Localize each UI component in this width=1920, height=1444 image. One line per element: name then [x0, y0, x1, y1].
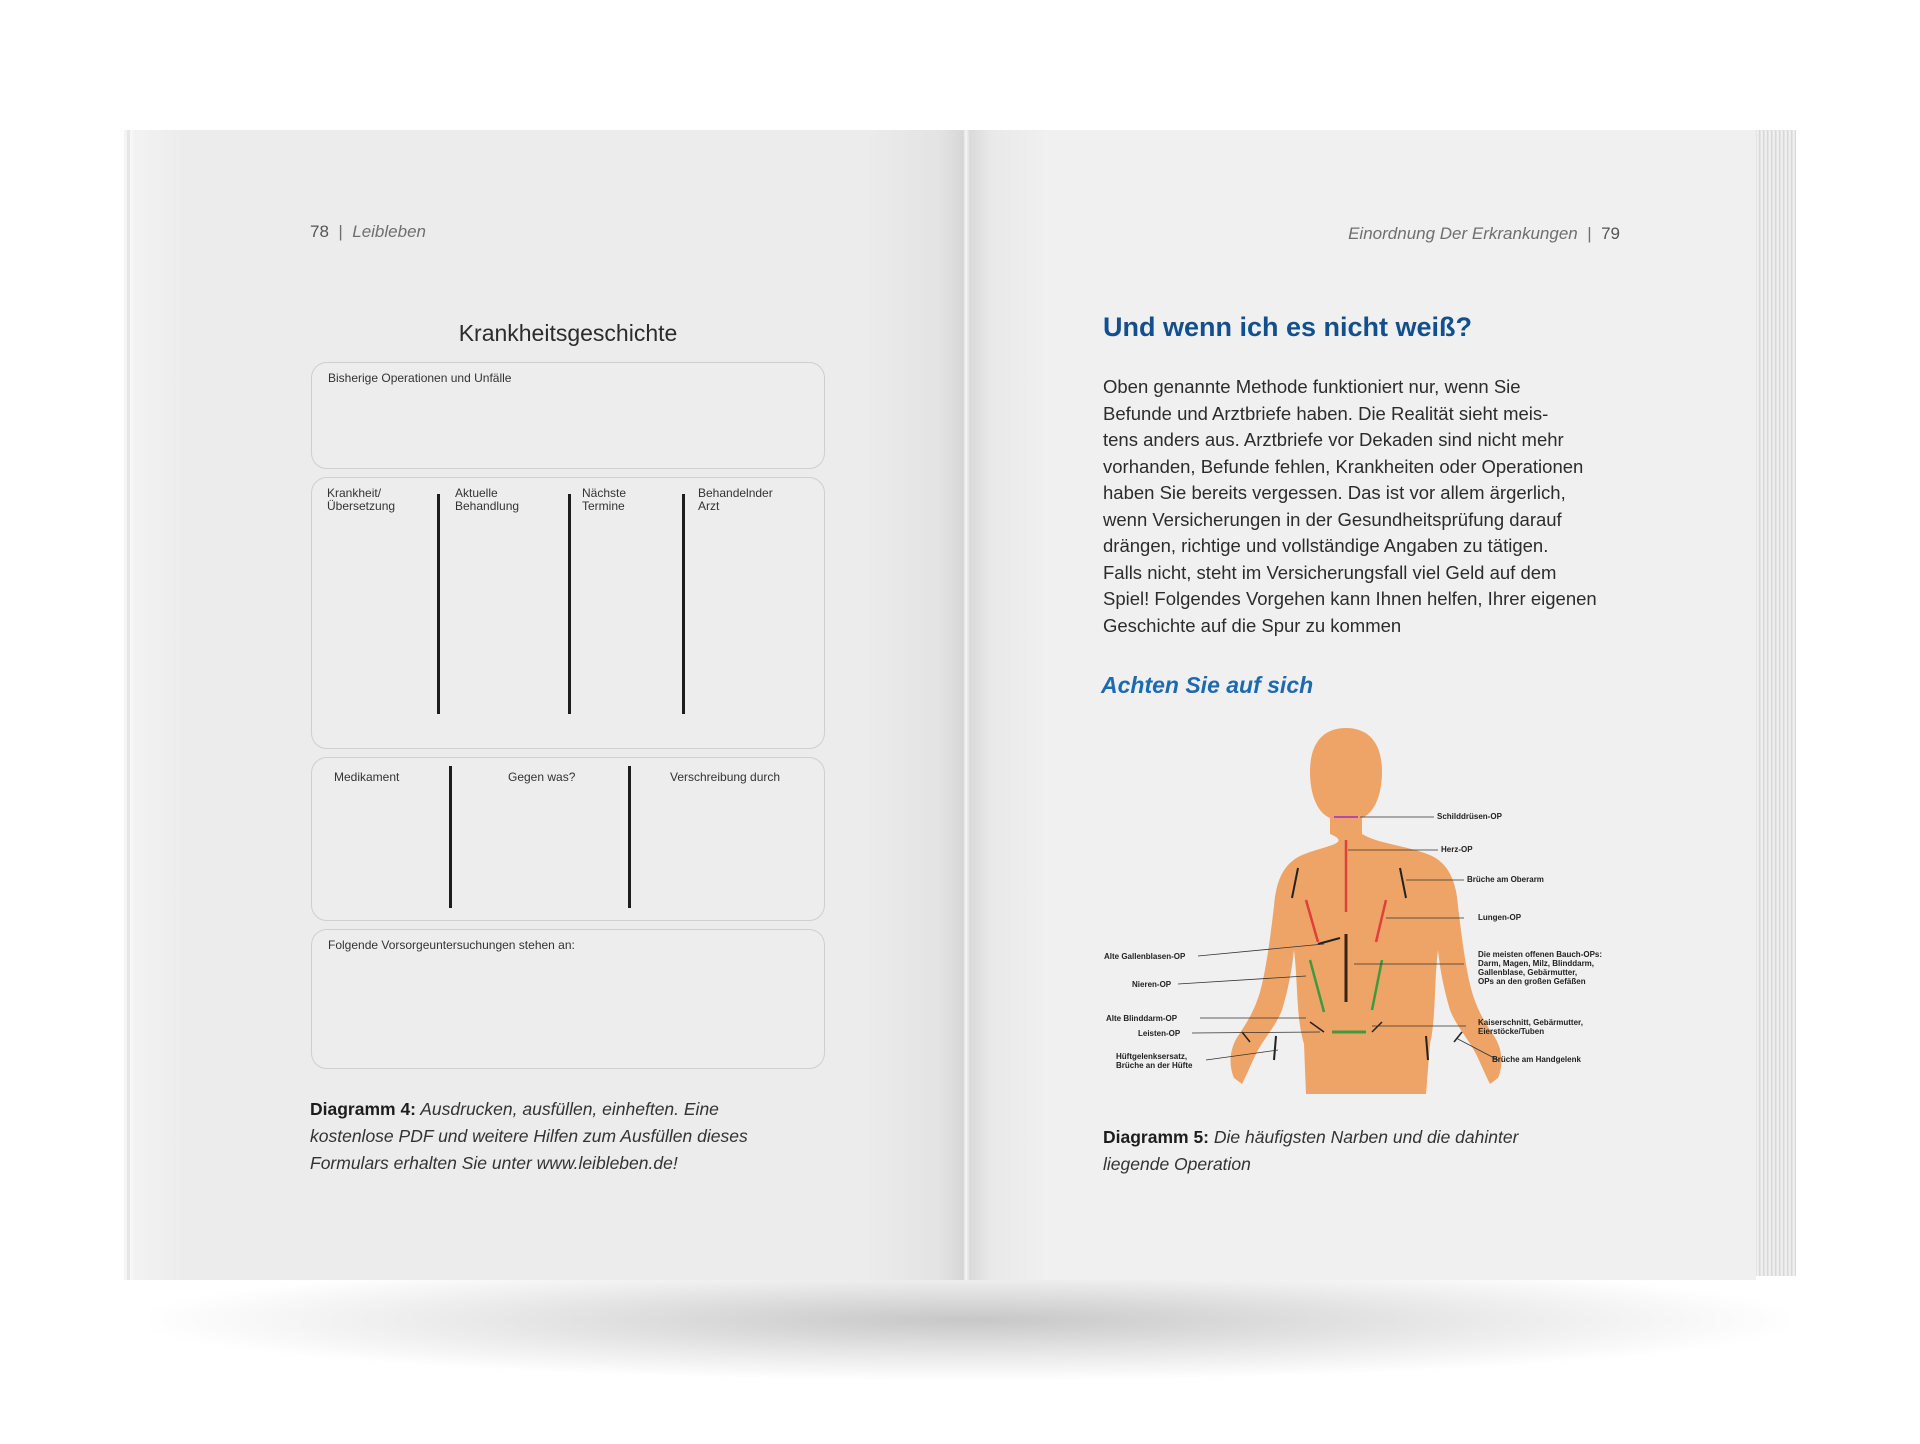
column-divider [449, 766, 452, 908]
column-appointments [582, 487, 626, 513]
right-separator: | [1587, 224, 1592, 243]
label-heart: Herz-OP [1441, 845, 1473, 854]
column-against-what: Gegen was? [508, 770, 576, 784]
label-kidney: Nieren-OP [1132, 980, 1172, 989]
body-line: tens anders aus. Arztbriefe vor Dekaden sind nicht mehr [1103, 429, 1564, 450]
caption-line: liegende Operation [1103, 1154, 1251, 1174]
column-divider [628, 766, 631, 908]
label-hip [1116, 1052, 1192, 1070]
label-abdominal-line: OPs an den großen Gefäßen [1478, 977, 1586, 986]
label-abdominal-line: Darm, Magen, Milz, Blinddarm, [1478, 959, 1595, 968]
left-separator: | [338, 222, 343, 241]
body-line: Spiel! Folgendes Vorgehen kann Ihnen helfen, Ihrer eigenen [1103, 588, 1597, 609]
book-gutter [962, 130, 970, 1280]
body-line: drängen, richtige und vollständige Angaben zu tätigen. [1103, 535, 1549, 556]
caption-bold: Diagramm 5: [1103, 1127, 1210, 1147]
label-abdominal [1478, 950, 1602, 986]
column-medication: Medikament [334, 770, 400, 784]
body-line: wenn Versicherungen in der Gesundheitsprüfung darauf [1103, 508, 1562, 530]
form-box-diseases [311, 477, 825, 749]
column-disease-line1: Krankheit/ [327, 486, 382, 500]
column-doctor-line1: Behandelnder [698, 486, 773, 500]
form-box-operations [311, 362, 825, 469]
scar-diagram [1104, 720, 1610, 1100]
column-divider [437, 494, 440, 714]
label-thyroid: Schilddrüsen-OP [1437, 812, 1502, 821]
column-disease [327, 487, 395, 513]
subheading: Achten Sie auf sich [1101, 672, 1314, 698]
right-page [968, 130, 1756, 1280]
column-prescribed-by: Verschreibung durch [670, 770, 781, 784]
column-doctor-line2: Arzt [698, 499, 720, 513]
body-line: Befunde und Arztbriefe haben. Die Realität sieht meis- [1103, 402, 1549, 424]
label-wrist: Brüche am Handgelenk [1492, 1055, 1581, 1064]
body-line: Geschichte auf die Spur zu kommen [1103, 614, 1402, 636]
label-lung: Lungen-OP [1478, 913, 1522, 922]
column-appointments-line1: Nächste [582, 486, 627, 500]
diagram-5-caption [1103, 1124, 1623, 1178]
caption-bold: Diagramm 4: [310, 1099, 417, 1119]
left-page-number: 78 [310, 222, 329, 241]
page-edges [1756, 130, 1796, 1276]
body-line: Oben genannte Methode funktioniert nur, wenn Sie [1103, 376, 1521, 397]
label-caesarean [1478, 1018, 1583, 1036]
label-old-gallbladder: Alte Gallenblasen-OP [1104, 952, 1186, 961]
body-silhouette [1231, 728, 1502, 1094]
body-silhouette-svg [1110, 720, 1610, 1100]
label-groin: Leisten-OP [1138, 1029, 1181, 1038]
section-heading: Und wenn ich es nicht weiß? [1103, 312, 1473, 342]
label-old-appendix: Alte Blinddarm-OP [1106, 1014, 1178, 1023]
caption-line: Formulars erhalten Sie unter www.leibleben.de! [310, 1153, 678, 1173]
body-line: Falls nicht, steht im Versicherungsfall viel Geld auf dem [1103, 561, 1557, 583]
chapter-title: Einordnung Der Erkrankungen [1348, 224, 1578, 243]
caption-line: Ausdrucken, ausfüllen, einheften. Eine [420, 1099, 719, 1119]
label-abdominal-line: Die meisten offenen Bauch-OPs: [1478, 950, 1603, 959]
label-caesarean-line: Kaiserschnitt, Gebärmutter, [1478, 1018, 1583, 1027]
label-upper-arm: Brüche am Oberarm [1467, 875, 1544, 884]
label-hip-line: Hüftgelenksersatz, [1116, 1052, 1188, 1061]
body-text [1103, 374, 1621, 639]
checkups-label: Folgende Vorsorgeuntersuchungen stehen an: [328, 938, 575, 952]
form-box-checkups [311, 929, 825, 1069]
form-title: Krankheitsgeschichte [458, 320, 678, 346]
label-abdominal-line: Gallenblase, Gebärmutter, [1478, 968, 1578, 977]
column-treatment-line2: Behandlung [455, 499, 520, 513]
column-disease-line2: Übersetzung [327, 499, 396, 513]
column-treatment [455, 487, 519, 513]
column-treatment-line1: Aktuelle [455, 486, 498, 500]
book-title: Leibleben [352, 222, 426, 241]
column-divider [568, 494, 571, 714]
form-box-medication [311, 757, 825, 921]
right-page-number: 79 [1601, 224, 1620, 243]
operations-label: Bisherige Operationen und Unfälle [328, 371, 512, 385]
right-running-head [1316, 224, 1620, 244]
body-line: haben Sie bereits vergessen. Das ist vor allem ärgerlich, [1103, 482, 1566, 503]
label-hip-line: Brüche an der Hüfte [1116, 1061, 1193, 1070]
column-doctor [698, 487, 773, 513]
label-caesarean-line: Eierstöcke/Tuben [1478, 1027, 1545, 1036]
column-appointments-line2: Termine [582, 499, 625, 513]
body-line: vorhanden, Befunde fehlen, Krankheiten oder Operationen [1103, 455, 1584, 477]
caption-line: kostenlose PDF und weitere Hilfen zum Ausfüllen dieses [310, 1126, 748, 1146]
column-divider [682, 494, 685, 714]
left-running-head [310, 222, 426, 242]
diagram-4-caption [310, 1096, 830, 1177]
caption-line: Die häufigsten Narben und die dahinter [1213, 1127, 1519, 1147]
